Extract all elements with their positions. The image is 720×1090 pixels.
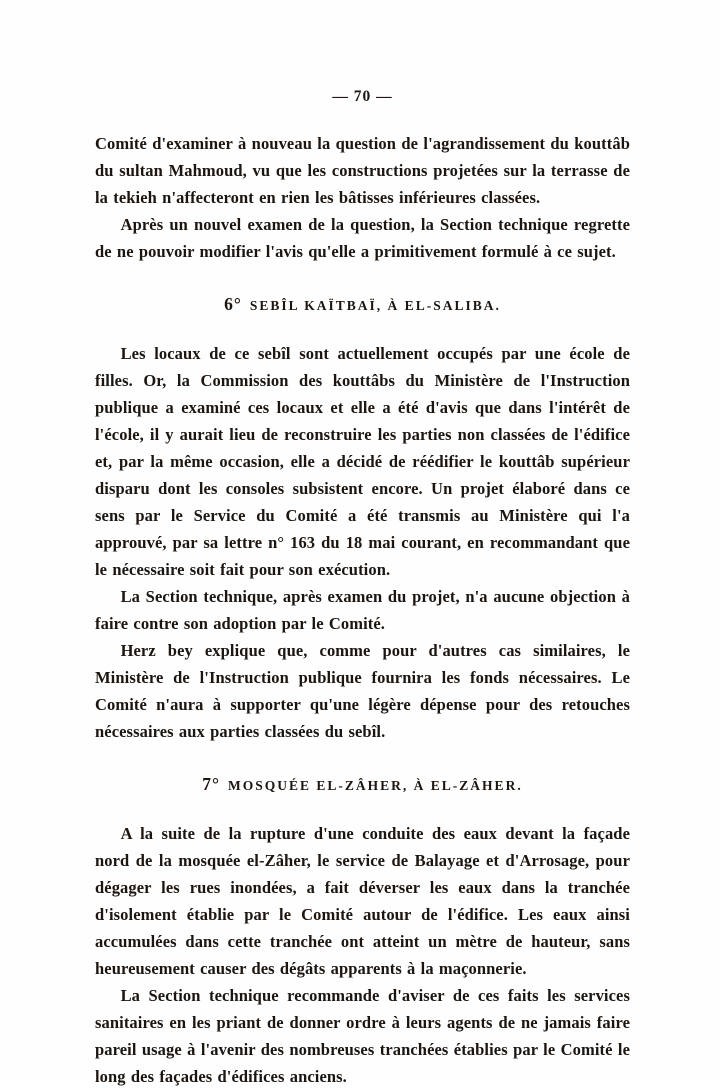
paragraph: Après un nouvel examen de la question, la Section technique regrette de ne pouvoir modifier l'avis qu'elle a primitivement formulé à ce sujet. [95,215,630,261]
section-number: 6° [224,294,242,314]
paragraph: La Section technique recommande d'aviser de ces faits les services sanitaires en les priant de donner ordre à leurs agents de ne jamais faire pareil usage à l'avenir des nombreuses tranchées établies par le Comité le long des façades d'édifices anciens. [95,986,630,1086]
page-number: — 70 — [332,88,393,105]
section-title: SEBÎL KAÏTBAÏ, À EL-SALIBA. [249,298,501,313]
paragraph: Les locaux de ce sebîl sont actuellement occupés par une école de filles. Or, la Commission des kouttâbs du Ministère de l'Instruction publique a examiné ces locaux et elle a été d'avis que dans l'intérêt de l'école, il y aurait lieu de reconstruire les parties non classées de l'édifice et, par la même occasion, elle a décidé de réédifier le kouttâb supérieur disparu dont les consoles subsistent encore. Un projet élaboré dans ce sens par le Service du Comité a été transmis au Ministère qui l'a approuvé, par sa lettre n° 163 du 18 mai courant, en recommandant que le nécessaire soit fait pour son exécution. [95,344,630,579]
section-heading-6 [95,294,630,315]
paragraph: La Section technique, après examen du projet, n'a aucune objection à faire contre son adoption par le Comité. [95,587,630,633]
paragraph: A la suite de la rupture d'une conduite des eaux devant la façade nord de la mosquée el-Zâher, le service de Balayage et d'Arrosage, pour dégager les rues inondées, a fait déverser les eaux dans la tranchée d'isolement établie par le Comité autour de l'édifice. Les eaux ainsi accumulées dans cette tranchée ont atteint un mètre de hauteur, sans heureusement causer des dégâts apparents à la maçonnerie. [95,824,630,978]
section-heading-7 [95,774,630,795]
section-number: 7° [202,774,221,794]
paragraph: Comité d'examiner à nouveau la question de l'agrandissement du kouttâb du sultan Mahmoud, vu que les constructions projetées sur la terrasse de la tekieh n'affecteront en rien les bâtisses inférieures classées. [95,134,630,207]
paragraph: Herz bey explique que, comme pour d'autres cas similaires, le Ministère de l'Instruction publique fournira les fonds nécessaires. Le Comité n'aura à supporter qu'une légère dépense pour des retouches nécessaires aux parties classées du sebîl. [95,641,630,741]
section-title: MOSQUÉE EL-ZÂHER, À EL-ZÂHER. [228,778,523,793]
